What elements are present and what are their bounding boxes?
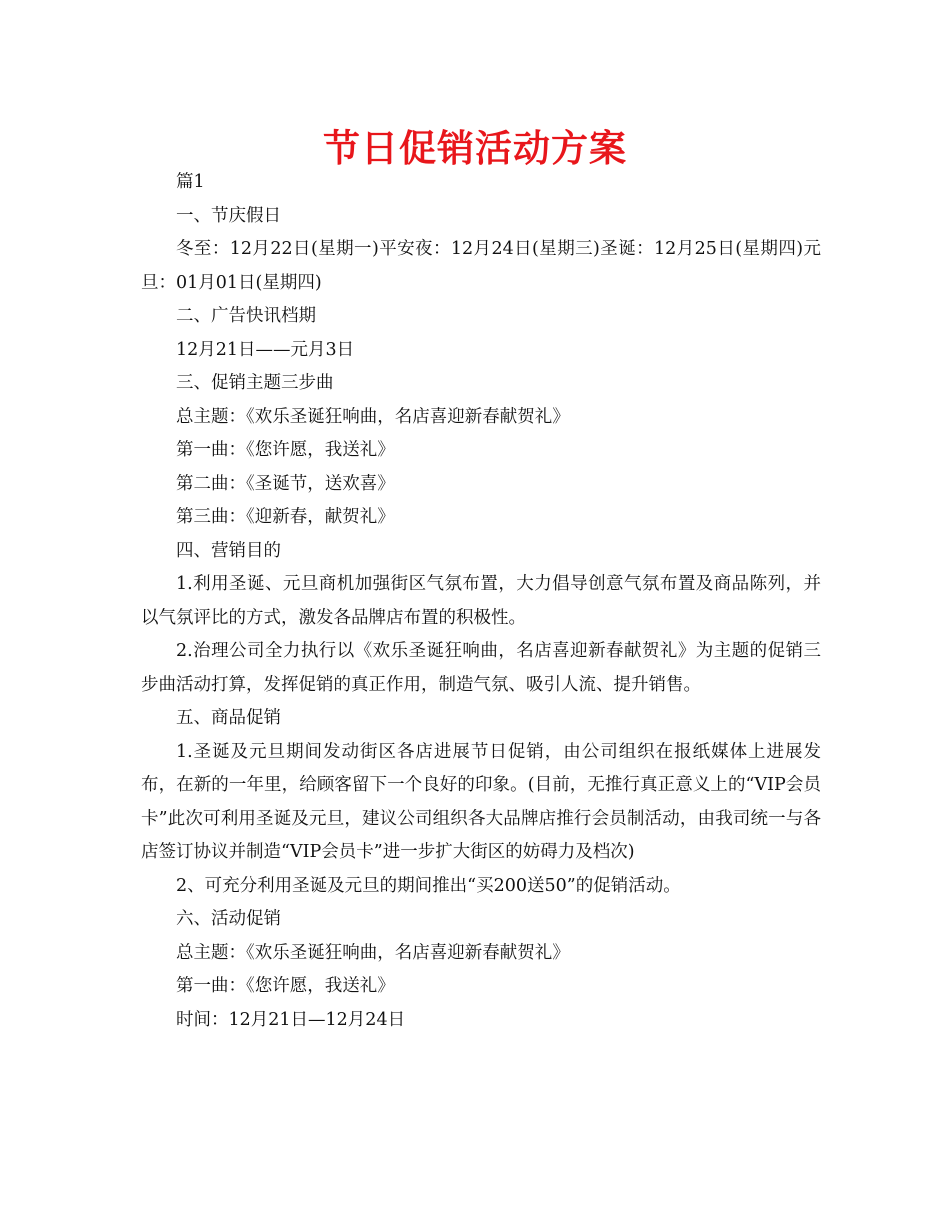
paragraph: 篇1 [176, 172, 205, 192]
paragraph: 1.利用圣诞、元旦商机加强街区气氛布置，大力倡导创意气氛布置及商品陈列，并以气氛评比的方式，激发各品牌店布置的积极性。 [141, 574, 821, 628]
section-heading: 三、促销主题三步曲 [176, 373, 334, 393]
paragraph: 12月21日——元月3日 [176, 339, 355, 360]
section-heading: 五、商品促销 [176, 708, 281, 728]
section-heading: 六、活动促销 [176, 909, 281, 929]
document-body [141, 166, 821, 1037]
paragraph: 2、可充分利用圣诞及元旦的期间推出“买200送50”的促销活动。 [176, 875, 681, 896]
paragraph: 第一曲：《您许愿，我送礼》 [176, 976, 395, 996]
paragraph: 总主题：《欢乐圣诞狂响曲，名店喜迎新春献贺礼》 [176, 406, 570, 427]
section-heading: 一、节庆假日 [176, 205, 281, 226]
paragraph: 第三曲：《迎新春，献贺礼》 [176, 507, 395, 527]
section-heading: 二、广告快讯档期 [176, 306, 316, 326]
paragraph: 1.圣诞及元旦期间发动街区各店进展节日促销，由公司组织在报纸媒体上进展发布，在新的一年里，给顾客留下一个良好的印象。(目前，无推行真正意义上的“VIP会员卡”此次可利用圣诞及元旦，建议公司组织各大品牌店推行会员制活动，由我司统一与各店签订协议并制造“VIP会员卡”进一步扩大街区的妨碍力及档次) [141, 741, 821, 862]
section-heading: 四、营销目的 [176, 540, 281, 561]
paragraph: 第一曲：《您许愿，我送礼》 [176, 440, 395, 460]
paragraph: 时间：12月21日—12月24日 [176, 1009, 406, 1030]
document-title: 节日促销活动方案 [323, 127, 627, 170]
paragraph: 总主题：《欢乐圣诞狂响曲，名店喜迎新春献贺礼》 [176, 942, 570, 963]
paragraph: 2.治理公司全力执行以《欢乐圣诞狂响曲，名店喜迎新春献贺礼》为主题的促销三步曲活动打算，发挥促销的真正作用，制造气氛、吸引人流、提升销售。 [141, 641, 821, 695]
paragraph: 第二曲：《圣诞节，送欢喜》 [176, 473, 395, 494]
paragraph: 冬至：12月22日(星期一)平安夜：12月24日(星期三)圣诞：12月25日(星期四)元旦：01月01日(星期四) [141, 239, 821, 293]
